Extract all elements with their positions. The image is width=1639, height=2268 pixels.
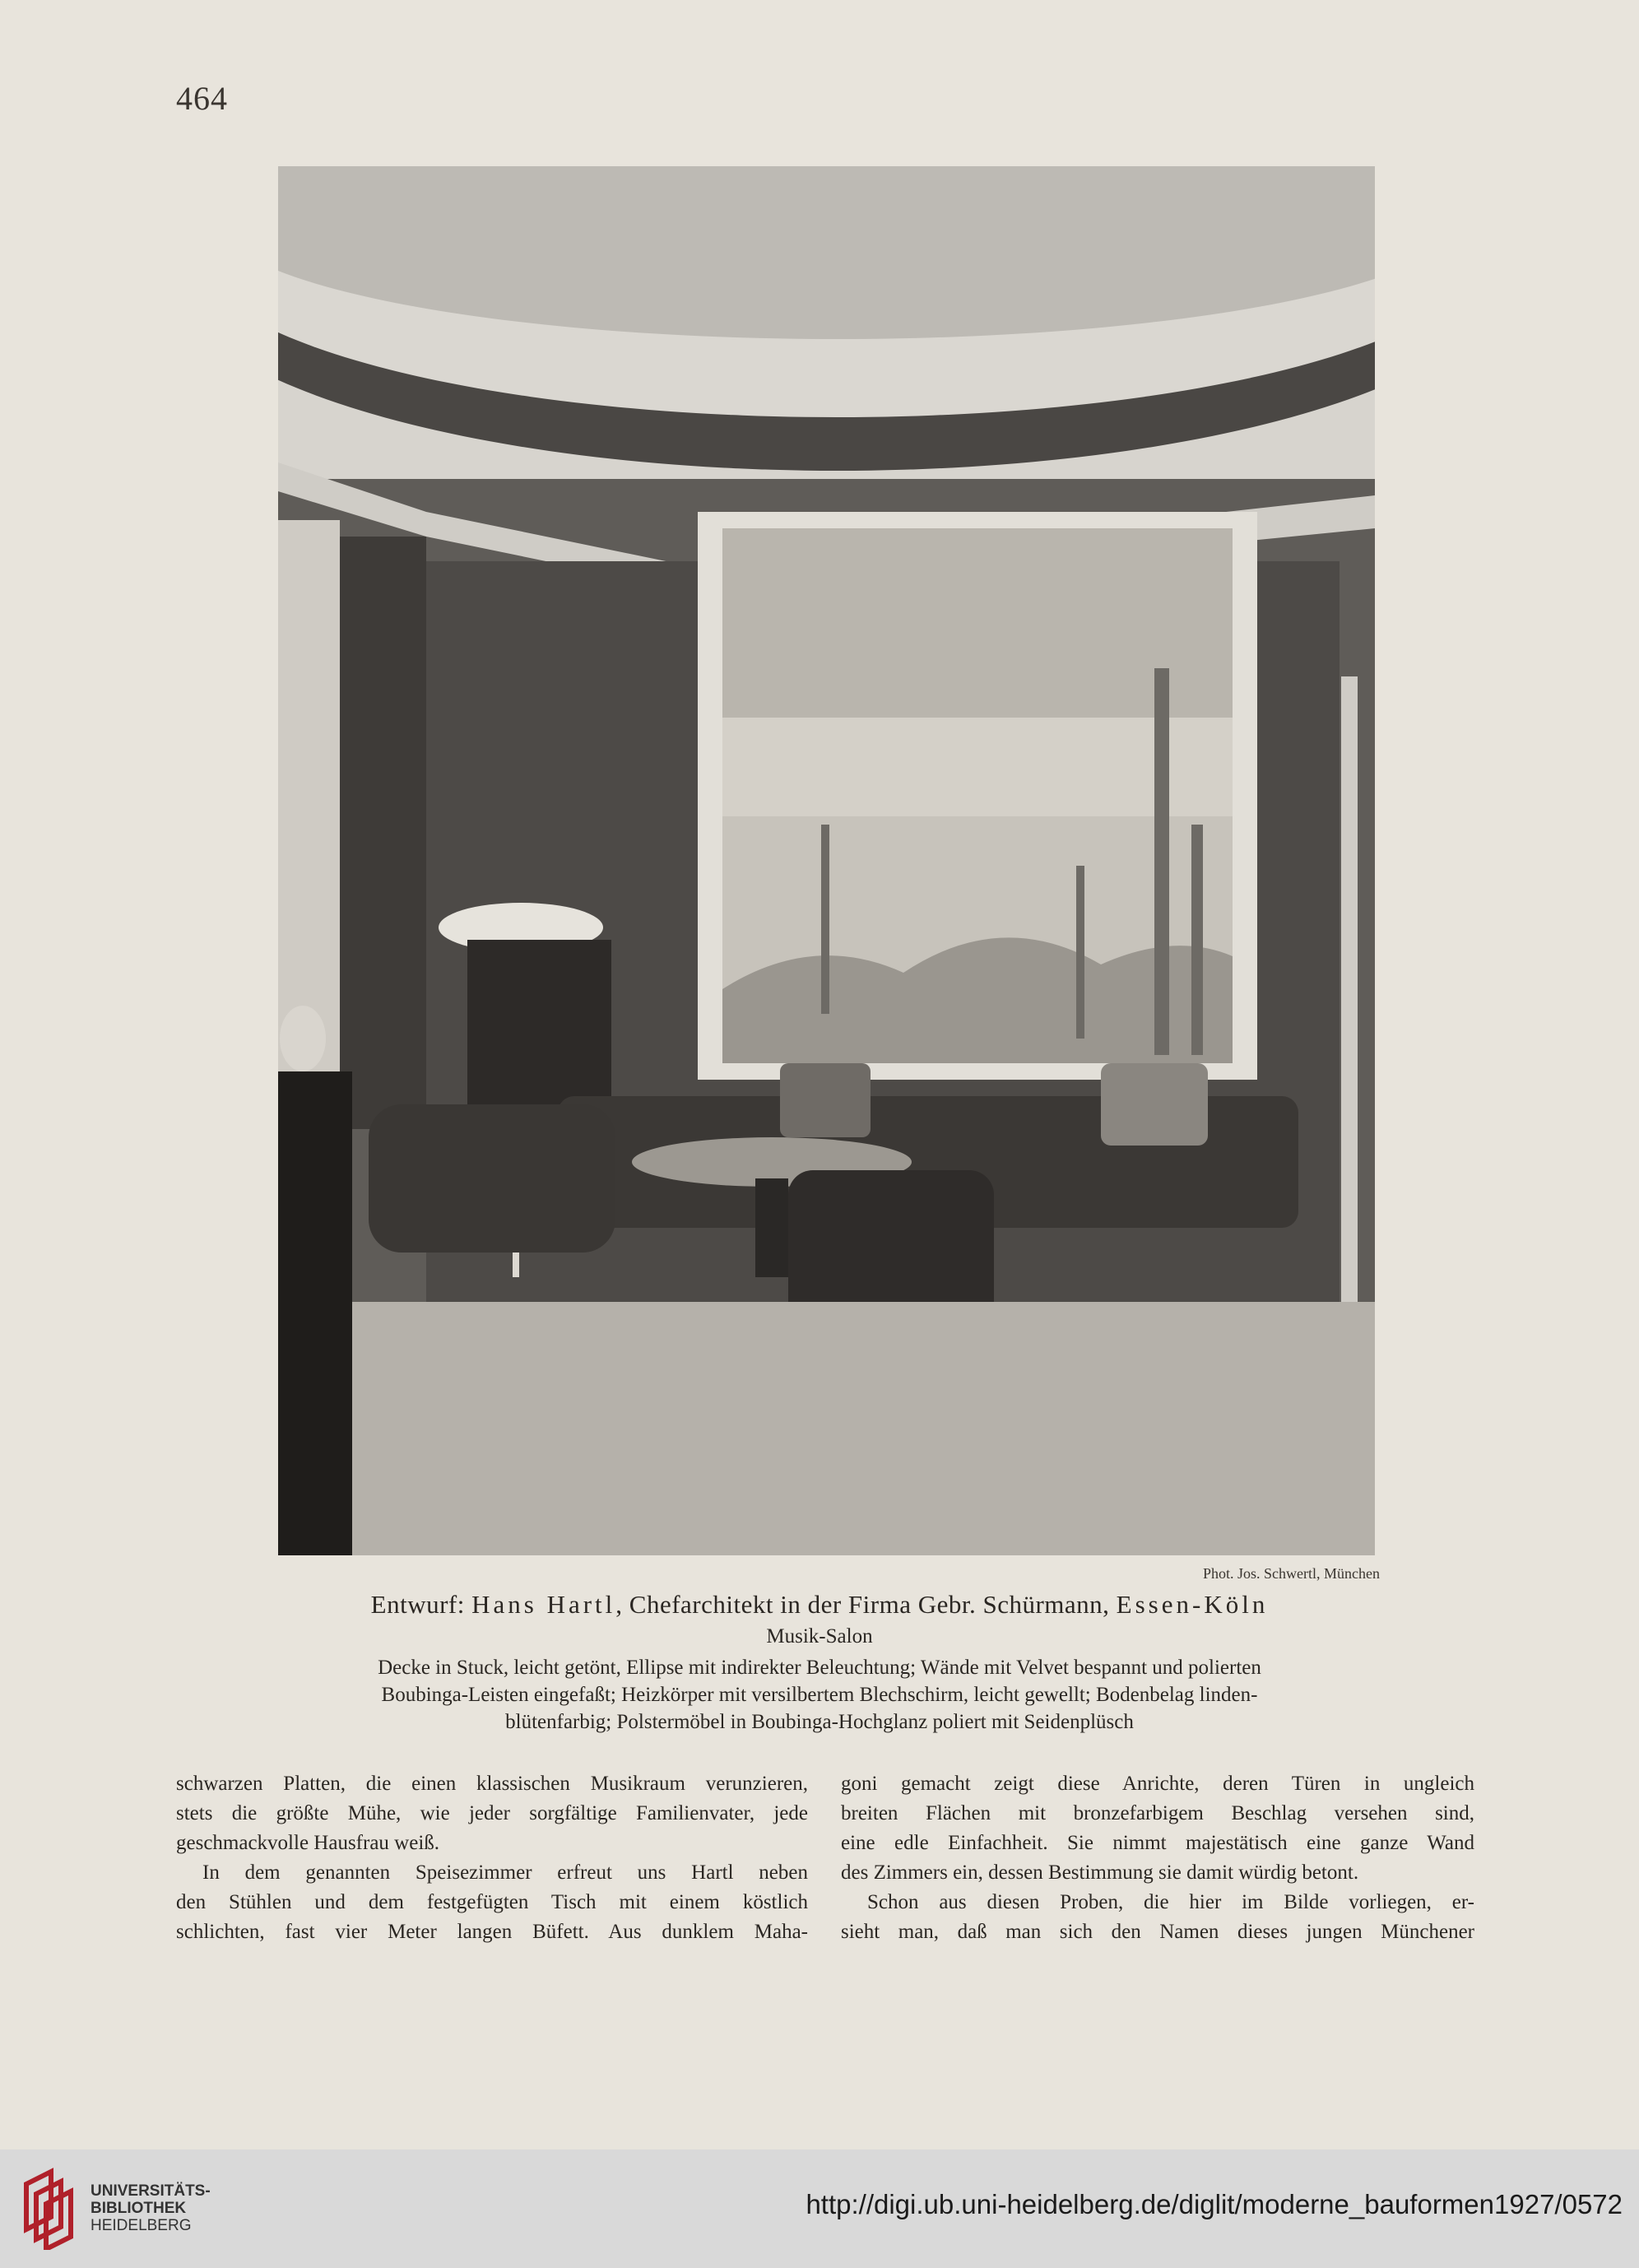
- body-left-column: [176, 1769, 808, 1947]
- source-url-link[interactable]: http://digi.ub.uni-heidelberg.de/diglit/moderne_bauformen1927/0572: [806, 2189, 1623, 2219]
- text-line: schwarzen Platten, die einen klassischen Musikraum verunzieren,: [176, 1773, 808, 1795]
- text-line: In dem genannten Speisezimmer erfreut uns Hartl neben: [202, 1861, 808, 1884]
- caption-designer: Hans Hartl: [471, 1590, 616, 1619]
- caption-description-line: Decke in Stuck, leicht getönt, Ellipse mit indirekter Beleuchtung; Wände mit Velvet bespannt und polierten: [378, 1657, 1261, 1679]
- caption-title-mid: , Chefarchitekt in der Firma Gebr. Schürmann,: [615, 1590, 1110, 1619]
- page-number: 464: [176, 80, 228, 117]
- text-line: des Zimmers ein, dessen Bestimmung sie damit würdig betont.: [841, 1861, 1359, 1884]
- photo-credit: Phot. Jos. Schwertl, München: [1203, 1565, 1380, 1582]
- text-line: stets die größte Mühe, wie jeder sorgfältige Familienvater, jede: [176, 1802, 808, 1824]
- caption-location: Essen-Köln: [1116, 1590, 1269, 1619]
- caption-description-line: Boubinga-Leisten eingefaßt; Heizkörper mit versilbertem Blechschirm, leicht gewellt; Bodenbelag linden-: [381, 1684, 1258, 1706]
- interior-photograph: [278, 166, 1375, 1555]
- library-name: [91, 2182, 211, 2234]
- body-right-column: [841, 1769, 1474, 1947]
- caption-description-line: blütenfarbig; Polstermöbel in Boubinga-Hochglanz poliert mit Seidenplüsch: [505, 1711, 1134, 1733]
- library-logo-icon: [18, 2168, 79, 2250]
- library-footer: [0, 2149, 1639, 2268]
- text-line: sieht man, daß man sich den Namen dieses jungen Münchener: [841, 1921, 1474, 1943]
- caption-subtitle: Musik-Salon: [766, 1625, 873, 1648]
- caption-title-prefix: Entwurf:: [370, 1590, 465, 1619]
- text-line: den Stühlen und dem festgefügten Tisch mit einem köstlich: [176, 1891, 808, 1913]
- text-line: schlichten, fast vier Meter langen Büfett. Aus dunklem Maha-: [176, 1921, 808, 1943]
- text-line: eine edle Einfachheit. Sie nimmt majestätisch eine ganze Wand: [841, 1832, 1474, 1854]
- text-line: breiten Flächen mit bronzefarbigem Beschlag versehen sind,: [841, 1802, 1474, 1824]
- caption-title: [0, 1590, 1639, 1620]
- text-line: geschmackvolle Hausfrau weiß.: [176, 1832, 440, 1854]
- library-name-line: HEIDELBERG: [91, 2217, 192, 2234]
- text-line: goni gemacht zeigt diese Anrichte, deren Türen in ungleich: [841, 1773, 1474, 1795]
- caption-description: [272, 1654, 1367, 1736]
- library-name-line: BIBLIOTHEK: [91, 2200, 187, 2217]
- text-line: Schon aus diesen Proben, die hier im Bilde vorliegen, er-: [867, 1891, 1474, 1913]
- library-name-line: UNIVERSITÄTS-: [91, 2182, 211, 2200]
